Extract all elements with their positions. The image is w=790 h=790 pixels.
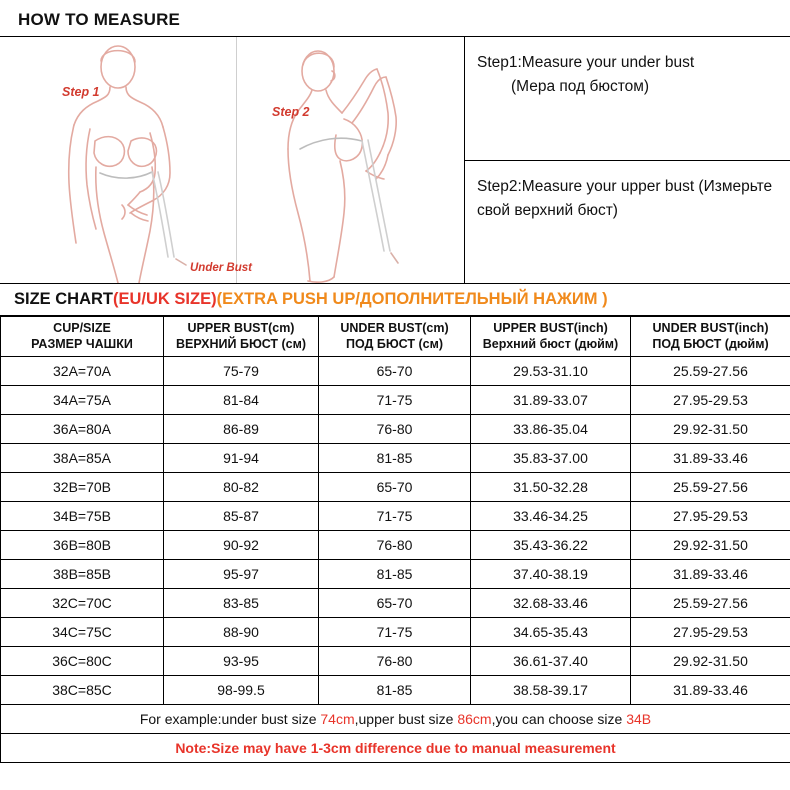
cell-upper-bust-inch: 31.89-33.07 (471, 386, 631, 415)
cell-upper-bust-inch: 31.50-32.28 (471, 473, 631, 502)
example-under-bust-value: 74cm (320, 711, 355, 727)
cell-upper-bust-cm: 80-82 (164, 473, 319, 502)
cell-under-bust-cm: 65-70 (319, 473, 471, 502)
example-part-1: For example:under bust size (139, 711, 321, 727)
header-line-2: ВЕРХНИЙ БЮСТ (см) (175, 336, 307, 351)
table-row (1, 386, 790, 415)
table-header-upper-bust-cm (164, 317, 319, 357)
table-header-upper-bust-inch (471, 317, 631, 357)
cell-upper-bust-inch: 38.58-39.17 (471, 676, 631, 705)
header-line-1: UNDER BUST(inch) (652, 320, 769, 335)
cell-upper-bust-inch: 34.65-35.43 (471, 618, 631, 647)
cell-under-bust-cm: 81-85 (319, 560, 471, 589)
cell-under-bust-cm: 71-75 (319, 618, 471, 647)
measure-illustrations (0, 37, 465, 283)
instructions-area (465, 37, 790, 283)
table-row (1, 415, 790, 444)
cell-cup-size: 34A=75A (1, 386, 164, 415)
example-part-3: ,you can choose size (491, 711, 627, 727)
page-title: HOW TO MEASURE (18, 10, 181, 29)
step2-instruction-text: Step2:Measure your upper bust (Измерьте свой верхний бюст) (477, 178, 773, 220)
cell-under-bust-cm: 81-85 (319, 444, 471, 473)
cell-under-bust-inch: 29.92-31.50 (631, 647, 790, 676)
cell-upper-bust-cm: 75-79 (164, 357, 319, 386)
header-line-1: UNDER BUST(cm) (340, 320, 449, 335)
cell-under-bust-cm: 81-85 (319, 676, 471, 705)
step1-instruction-text: Step1:Measure your under bust (477, 54, 695, 71)
cell-upper-bust-cm: 86-89 (164, 415, 319, 444)
cell-under-bust-cm: 76-80 (319, 531, 471, 560)
table-header-under-bust-inch (631, 317, 790, 357)
cell-cup-size: 36B=80B (1, 531, 164, 560)
cell-upper-bust-cm: 93-95 (164, 647, 319, 676)
cell-upper-bust-inch: 33.46-34.25 (471, 502, 631, 531)
note-row (1, 734, 790, 763)
cell-under-bust-inch: 29.92-31.50 (631, 531, 790, 560)
cell-upper-bust-inch: 36.61-37.40 (471, 647, 631, 676)
cell-under-bust-inch: 27.95-29.53 (631, 618, 790, 647)
cell-upper-bust-inch: 35.43-36.22 (471, 531, 631, 560)
size-table (0, 316, 790, 763)
cell-cup-size: 38C=85C (1, 676, 164, 705)
cell-under-bust-inch: 27.95-29.53 (631, 386, 790, 415)
step1-instruction-translation: (Мера под бюстом) (511, 78, 650, 96)
step1-instruction (465, 37, 790, 161)
table-header-under-bust-cm (319, 317, 471, 357)
cell-upper-bust-cm: 85-87 (164, 502, 319, 531)
example-row (1, 705, 790, 734)
size-chart-title-region: (EU/UK SIZE) (113, 290, 217, 308)
cell-under-bust-cm: 71-75 (319, 502, 471, 531)
cell-upper-bust-cm: 88-90 (164, 618, 319, 647)
under-bust-label: Under Bust (190, 262, 252, 274)
cell-upper-bust-cm: 95-97 (164, 560, 319, 589)
header-line-2: ПОД БЮСТ (см) (346, 336, 443, 351)
cell-under-bust-inch: 31.89-33.46 (631, 676, 790, 705)
header-line-2: ПОД БЮСТ (дюйм) (652, 336, 769, 351)
example-part-2: ,upper bust size (354, 711, 458, 727)
cell-under-bust-inch: 31.89-33.46 (631, 444, 790, 473)
example-upper-bust-value: 86cm (457, 711, 492, 727)
cell-under-bust-inch: 31.89-33.46 (631, 560, 790, 589)
cell-under-bust-inch: 29.92-31.50 (631, 415, 790, 444)
cell-cup-size: 36C=80C (1, 647, 164, 676)
table-row (1, 560, 790, 589)
cell-cup-size: 38B=85B (1, 560, 164, 589)
cell-upper-bust-inch: 35.83-37.00 (471, 444, 631, 473)
cell-upper-bust-inch: 33.86-35.04 (471, 415, 631, 444)
table-row (1, 531, 790, 560)
cell-upper-bust-cm: 91-94 (164, 444, 319, 473)
example-size-value: 34B (626, 711, 652, 727)
size-chart-title-style: (EXTRA PUSH UP/ДОПОЛНИТЕЛЬНЫЙ НАЖИМ ) (216, 290, 608, 308)
cell-cup-size: 32C=70C (1, 589, 164, 618)
step2-instruction (465, 161, 790, 229)
cell-under-bust-inch: 25.59-27.56 (631, 473, 790, 502)
cell-cup-size: 36A=80A (1, 415, 164, 444)
cell-upper-bust-cm: 90-92 (164, 531, 319, 560)
header-line-2: РАЗМЕР ЧАШКИ (31, 336, 133, 351)
measurement-note: Note:Size may have 1-3cm difference due to manual measurement (1, 734, 790, 763)
cell-under-bust-inch: 25.59-27.56 (631, 357, 790, 386)
table-header-cup-size (1, 317, 164, 357)
table-row (1, 502, 790, 531)
cell-upper-bust-inch: 32.68-33.46 (471, 589, 631, 618)
table-row (1, 647, 790, 676)
example-text (1, 705, 790, 734)
header-line-1: CUP/SIZE (53, 320, 111, 335)
header-line-1: UPPER BUST(inch) (493, 320, 608, 335)
cell-upper-bust-inch: 29.53-31.10 (471, 357, 631, 386)
step2-figure-label: Step 2 (272, 105, 310, 119)
size-chart-title-main: SIZE CHART (14, 290, 113, 308)
cell-under-bust-cm: 65-70 (319, 357, 471, 386)
cell-cup-size: 32A=70A (1, 357, 164, 386)
table-row (1, 618, 790, 647)
step1-figure-label: Step 1 (62, 85, 100, 99)
cell-upper-bust-inch: 37.40-38.19 (471, 560, 631, 589)
size-chart-title (0, 284, 790, 316)
table-row (1, 357, 790, 386)
how-to-measure-block (0, 36, 790, 284)
cell-cup-size: 34C=75C (1, 618, 164, 647)
cell-under-bust-cm: 71-75 (319, 386, 471, 415)
cell-under-bust-inch: 25.59-27.56 (631, 589, 790, 618)
page-header (0, 0, 790, 36)
cell-under-bust-cm: 65-70 (319, 589, 471, 618)
cell-under-bust-cm: 76-80 (319, 647, 471, 676)
figures-area (0, 37, 465, 283)
header-line-1: UPPER BUST(cm) (187, 320, 295, 335)
cell-cup-size: 34B=75B (1, 502, 164, 531)
cell-upper-bust-cm: 98-99.5 (164, 676, 319, 705)
cell-upper-bust-cm: 81-84 (164, 386, 319, 415)
table-header-row (1, 317, 790, 357)
cell-under-bust-inch: 27.95-29.53 (631, 502, 790, 531)
header-line-2: Верхний бюст (дюйм) (482, 336, 619, 351)
table-row (1, 473, 790, 502)
cell-cup-size: 32B=70B (1, 473, 164, 502)
table-row (1, 444, 790, 473)
cell-under-bust-cm: 76-80 (319, 415, 471, 444)
cell-cup-size: 38A=85A (1, 444, 164, 473)
table-row (1, 676, 790, 705)
cell-upper-bust-cm: 83-85 (164, 589, 319, 618)
table-row (1, 589, 790, 618)
